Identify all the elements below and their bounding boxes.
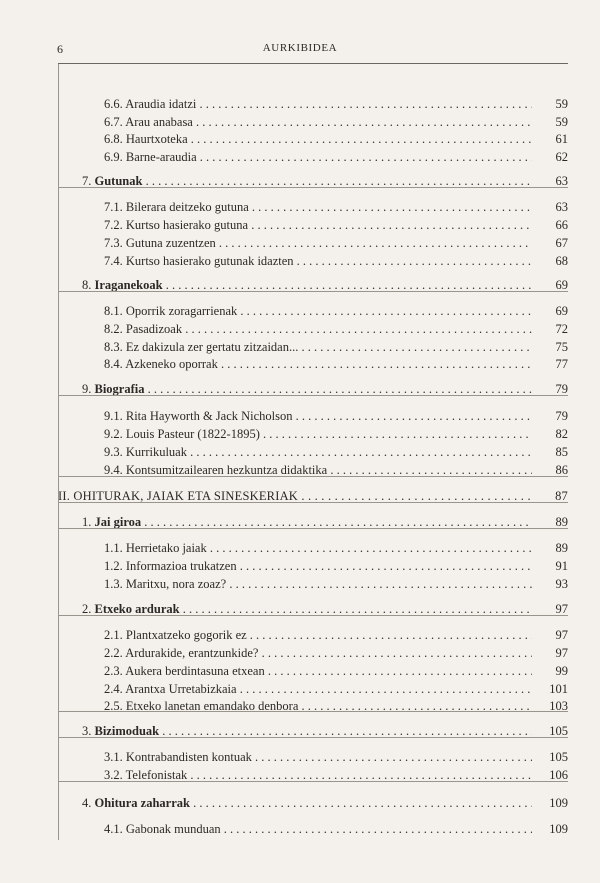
- toc-entry-title: Araudia idatzi: [125, 97, 197, 111]
- toc-entry-title: Ardurakide, erantzunkide?: [125, 646, 259, 660]
- toc-entry-label: [104, 663, 532, 679]
- page-number: 6: [57, 42, 63, 56]
- section-divider: [58, 711, 568, 712]
- toc-entry-page: 97: [555, 602, 568, 616]
- toc-entry-title: Iraganekoak: [94, 278, 163, 292]
- toc-entry: [0, 408, 600, 424]
- toc-entry-label: [104, 558, 532, 574]
- toc-entry-label: [104, 821, 532, 837]
- toc-entry-title: Haurtxoteka: [125, 132, 188, 146]
- toc-entry-title: Kontsumitzailearen hezkuntza didaktika: [125, 463, 328, 477]
- toc-entry-title: Bilerara deitzeko gutuna: [125, 200, 249, 214]
- toc-entry-title: Oporrik zoragarrienak: [125, 304, 238, 318]
- toc-entry-page: 72: [555, 322, 568, 336]
- toc-entry-title: Gutuna zuzentzen: [125, 236, 216, 250]
- toc-entry-page: 89: [555, 515, 568, 529]
- toc-entry-number: 9.3.: [104, 445, 126, 459]
- toc-entry-number: 1.2.: [104, 559, 126, 573]
- toc-entry-page: 79: [555, 382, 568, 396]
- toc-entry-page: 75: [555, 340, 568, 354]
- toc-entry-page: 67: [555, 236, 568, 250]
- toc-entry-number: 7.1.: [104, 200, 126, 214]
- toc-entry-number: 8.1.: [104, 304, 126, 318]
- toc-entry: [0, 235, 600, 251]
- toc-entry-label: [104, 576, 532, 592]
- toc-entry-page: 62: [555, 150, 568, 164]
- toc-entry-page: 105: [549, 750, 568, 764]
- toc-entry: [0, 663, 600, 679]
- toc-entry-page: 103: [549, 699, 568, 713]
- section-divider: [58, 502, 568, 503]
- toc-entry-number: 3.: [82, 724, 95, 738]
- toc-entry-number: 2.3.: [104, 664, 126, 678]
- toc-entry-page: 63: [555, 200, 568, 214]
- toc-entry-number: 8.: [82, 278, 95, 292]
- toc-entry-title: Kontrabandisten kontuak: [125, 750, 252, 764]
- section-divider: [58, 781, 568, 782]
- toc-entry: [0, 749, 600, 765]
- toc-entry-number: 1.3.: [104, 577, 126, 591]
- toc-entry-number: 7.3.: [104, 236, 126, 250]
- toc-entry-number: 1.1.: [104, 541, 126, 555]
- toc-entry-label: [104, 426, 532, 442]
- toc-entry-title: Azkeneko oporrak: [125, 357, 218, 371]
- toc-entry-label: [104, 749, 532, 765]
- toc-entry-label: [104, 96, 532, 112]
- toc-entry-title: Rita Hayworth & Jack Nicholson: [125, 409, 293, 423]
- toc-entry-page: 87: [555, 489, 568, 503]
- left-margin-rule: [58, 64, 59, 840]
- toc-entry-number: 6.8.: [104, 132, 126, 146]
- toc-entry-title: Arau anabasa: [125, 115, 193, 129]
- toc-entry: [0, 303, 600, 319]
- toc-entry-number: 8.4.: [104, 357, 126, 371]
- toc-entry-label: [104, 408, 532, 424]
- toc-entry: [0, 96, 600, 112]
- toc-entry-number: II.: [58, 489, 74, 503]
- section-divider: [58, 187, 568, 188]
- toc-entry-number: 9.: [82, 382, 95, 396]
- toc-entry-number: 9.4.: [104, 463, 126, 477]
- toc-entry: [0, 426, 600, 442]
- toc-entry-title: Ez dakizula zer gertatu zitzaidan...: [125, 340, 299, 354]
- toc-entry: [0, 558, 600, 574]
- toc-entry: [0, 199, 600, 215]
- toc-entry-title: Plantxatzeko gogorik ez: [125, 628, 247, 642]
- toc-entry-title: Pasadizoak: [125, 322, 183, 336]
- toc-entry-page: 59: [555, 115, 568, 129]
- toc-entry-label: [104, 681, 532, 697]
- toc-entry-page: 61: [555, 132, 568, 146]
- toc-entry-page: 109: [549, 796, 568, 810]
- toc-entry-page: 97: [555, 646, 568, 660]
- toc-entry-title: Maritxu, nora zoaz?: [125, 577, 227, 591]
- toc-entry-title: Gabonak munduan: [125, 822, 221, 836]
- toc-entry-title: Jai giroa: [94, 515, 142, 529]
- toc-entry: [0, 356, 600, 372]
- toc-entry-page: 85: [555, 445, 568, 459]
- toc-entry-number: 7.4.: [104, 254, 126, 268]
- toc-entry: [0, 795, 600, 811]
- toc-entry-label: [104, 303, 532, 319]
- toc-entry-page: 109: [549, 822, 568, 836]
- toc-entry-page: 89: [555, 541, 568, 555]
- toc-entry-number: 2.: [82, 602, 95, 616]
- toc-entry: [0, 253, 600, 269]
- toc-entry-page: 69: [555, 304, 568, 318]
- toc-entry-label: [104, 321, 532, 337]
- toc-entry: [0, 321, 600, 337]
- toc-entry: [0, 681, 600, 697]
- section-divider: [58, 395, 568, 396]
- toc-entry-title: Aukera berdintasuna etxean: [125, 664, 265, 678]
- toc-entry-number: 2.4.: [104, 682, 126, 696]
- toc-entry-title: Louis Pasteur (1822-1895): [125, 427, 260, 441]
- toc-entry-number: 6.9.: [104, 150, 126, 164]
- toc-entry-title: Arantxa Urretabizkaia: [125, 682, 237, 696]
- toc-entry-label: [104, 540, 532, 556]
- toc-entry-title: Biografia: [94, 382, 145, 396]
- toc-entry-title: Barne-araudia: [125, 150, 197, 164]
- toc-entry: [0, 149, 600, 165]
- toc-entry-page: 97: [555, 628, 568, 642]
- toc-entry: [0, 131, 600, 147]
- section-divider: [58, 615, 568, 616]
- toc-entry-number: 3.2.: [104, 768, 126, 782]
- section-divider: [58, 476, 568, 477]
- toc-entry: [0, 339, 600, 355]
- toc-entry-number: 7.: [82, 174, 95, 188]
- toc-entry-number: 2.2.: [104, 646, 126, 660]
- section-divider: [58, 291, 568, 292]
- toc-entry-title: Kurrikuluak: [125, 445, 187, 459]
- toc-entry-title: Kurtso hasierako gutunak idazten: [125, 254, 294, 268]
- toc-entry-label: [104, 217, 532, 233]
- toc-entry-page: 99: [555, 664, 568, 678]
- toc-entry-title: Ohitura zaharrak: [94, 796, 190, 810]
- toc-entry-title: Etxeko lanetan emandako denbora: [125, 699, 299, 713]
- toc-entry-number: 4.: [82, 796, 95, 810]
- toc-entry-label: [104, 645, 532, 661]
- toc-entry-label: [104, 253, 532, 269]
- toc-entry-label: [104, 199, 532, 215]
- toc-entry-label: [104, 339, 532, 355]
- toc-entry-page: 63: [555, 174, 568, 188]
- toc-entry-label: [104, 149, 532, 165]
- toc-entry-page: 77: [555, 357, 568, 371]
- toc-entry-title: Informazioa trukatzen: [125, 559, 237, 573]
- toc-entry-page: 106: [549, 768, 568, 782]
- toc-entry-page: 79: [555, 409, 568, 423]
- running-head-title: AURKIBIDEA: [262, 42, 338, 54]
- toc-entry-page: 68: [555, 254, 568, 268]
- toc-entry-number: 9.1.: [104, 409, 126, 423]
- toc-entry-number: 2.1.: [104, 628, 126, 642]
- toc-entry-label: [104, 235, 532, 251]
- toc-entry-page: 69: [555, 278, 568, 292]
- toc-entry-label: [104, 444, 532, 460]
- toc-entry-label: [104, 114, 532, 130]
- toc-entry: [0, 821, 600, 837]
- toc-entry-label: [82, 795, 532, 811]
- toc-entry-title: Etxeko ardurak: [94, 602, 180, 616]
- toc-entry-number: 6.7.: [104, 115, 126, 129]
- toc-entry-title: Bizimoduak: [94, 724, 160, 738]
- header-rule: [58, 63, 568, 64]
- toc-entry-page: 105: [549, 724, 568, 738]
- toc-entry: [0, 576, 600, 592]
- toc-entry-number: 8.2.: [104, 322, 126, 336]
- toc-entry-number: 4.1.: [104, 822, 126, 836]
- toc-entry-number: 1.: [82, 515, 95, 529]
- toc-entry-number: 7.2.: [104, 218, 126, 232]
- toc-entry-number: 9.2.: [104, 427, 126, 441]
- toc-entry-number: 3.1.: [104, 750, 126, 764]
- toc-entry: [0, 627, 600, 643]
- toc-entry-title: Herrietako jaiak: [125, 541, 207, 555]
- toc-entry: [0, 217, 600, 233]
- toc-entry-page: 82: [555, 427, 568, 441]
- toc-entry-number: 6.6.: [104, 97, 126, 111]
- toc-entry-title: Telefonistak: [125, 768, 188, 782]
- toc-entry-number: 8.3.: [104, 340, 126, 354]
- section-divider: [58, 737, 568, 738]
- toc-entry-label: [104, 131, 532, 147]
- toc-entry-page: 91: [555, 559, 568, 573]
- toc-entry-number: 2.5.: [104, 699, 126, 713]
- toc-entry-title: Gutunak: [94, 174, 143, 188]
- toc-entry-page: 66: [555, 218, 568, 232]
- toc-entry-title: Kurtso hasierako gutuna: [125, 218, 249, 232]
- toc-entry: [0, 444, 600, 460]
- toc-entry-page: 93: [555, 577, 568, 591]
- toc-entry-label: [104, 627, 532, 643]
- toc-entry-page: 59: [555, 97, 568, 111]
- toc-entry: [0, 114, 600, 130]
- section-divider: [58, 528, 568, 529]
- toc-entry: [0, 540, 600, 556]
- toc-entry-page: 101: [549, 682, 568, 696]
- toc-entry-label: [104, 356, 532, 372]
- toc-entry-page: 86: [555, 463, 568, 477]
- toc-entry: [0, 645, 600, 661]
- toc-entry-title: OHITURAK, JAIAK ETA SINESKERIAK: [73, 489, 299, 503]
